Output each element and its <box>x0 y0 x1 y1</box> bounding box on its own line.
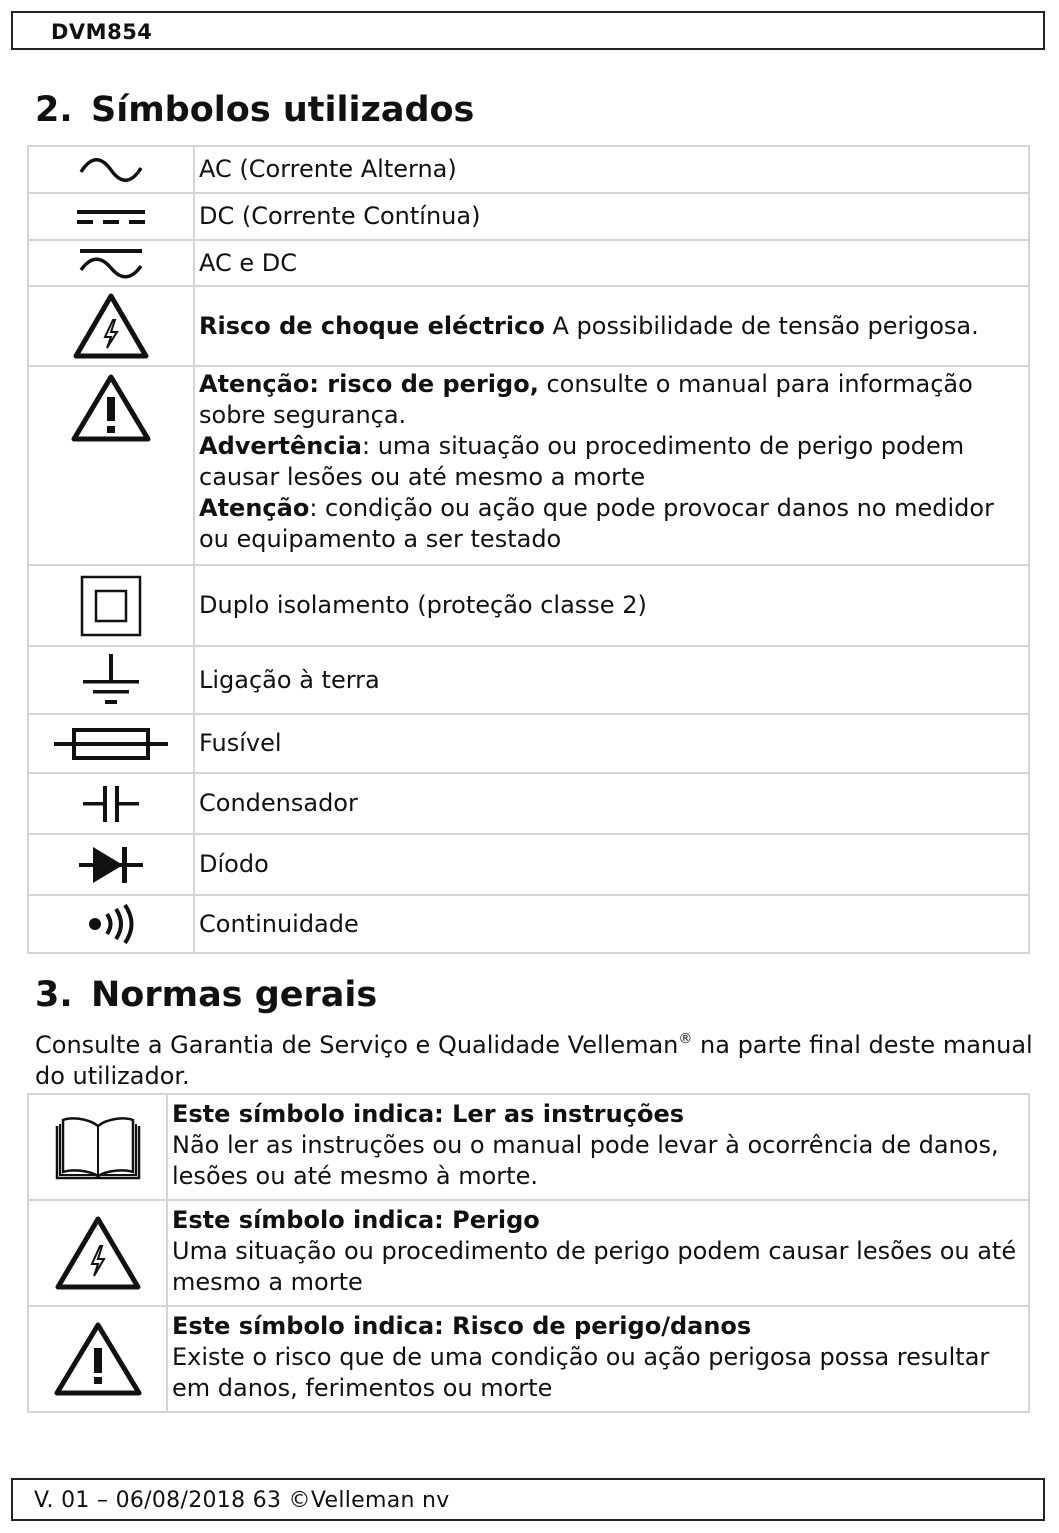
intro-text: Consulte a Garantia de Serviço e Qualidade Velleman <box>35 1031 679 1059</box>
symbol-description: AC (Corrente Alterna) <box>194 146 1029 193</box>
table-row <box>28 366 1029 565</box>
table-row <box>28 1306 1029 1412</box>
table-row <box>28 895 1029 953</box>
fuse-icon <box>54 726 168 762</box>
electric-shock-warning-icon <box>73 292 149 360</box>
section-title-text: Normas gerais <box>91 975 378 1015</box>
rule-title: Este símbolo indica: Risco de perigo/danos <box>172 1312 752 1340</box>
symbol-bold-label: Atenção: risco de perigo, <box>199 370 539 398</box>
table-row <box>28 565 1029 646</box>
section-number: 2. <box>35 90 73 130</box>
page-footer <box>11 1478 1045 1521</box>
model-label: DVM854 <box>51 20 153 44</box>
risk-damage-icon <box>53 1320 143 1398</box>
rule-title: Este símbolo indica: Perigo <box>172 1206 540 1234</box>
ground-icon <box>80 652 142 708</box>
symbol-description: Continuidade <box>194 895 1029 953</box>
table-row <box>28 714 1029 773</box>
rule-description <box>167 1200 1029 1306</box>
symbol-description: Condensador <box>194 773 1029 834</box>
table-row <box>28 1094 1029 1200</box>
caution-triangle-icon <box>71 373 151 443</box>
continuity-icon <box>86 904 136 944</box>
section-title-text: Símbolos utilizados <box>91 90 475 130</box>
symbol-description: Duplo isolamento (proteção classe 2) <box>194 565 1029 646</box>
table-row <box>28 1200 1029 1306</box>
general-rules-table <box>27 1093 1030 1413</box>
table-row <box>28 773 1029 834</box>
registered-mark: ® <box>678 1031 693 1047</box>
symbol-description: AC e DC <box>194 240 1029 286</box>
symbol-text: consulte o manual para informação sobre segurança. <box>199 370 973 429</box>
symbol-bold-label: Advertência <box>199 432 362 460</box>
symbol-bold-label: Risco de choque eléctrico <box>199 311 545 340</box>
table-row <box>28 240 1029 286</box>
danger-shock-icon <box>54 1214 142 1292</box>
table-row <box>28 286 1029 366</box>
footer-text: V. 01 – 06/08/2018 63 ©Velleman nv <box>34 1488 450 1513</box>
table-row <box>28 646 1029 714</box>
intro-text-end: na parte final deste manual do utilizador. <box>35 1031 1033 1090</box>
dc-icon <box>76 205 146 229</box>
rule-description <box>167 1094 1029 1200</box>
symbol-text: : uma situação ou procedimento de perigo podem causar lesões ou até mesmo a morte <box>199 432 965 491</box>
rule-text: Existe o risco que de uma condição ou ação perigosa possa resultar em danos, ferimentos ou morte <box>172 1343 990 1402</box>
symbol-text: A possibilidade de tensão perigosa. <box>544 311 979 340</box>
capacitor-icon <box>83 784 139 824</box>
symbol-description: DC (Corrente Contínua) <box>194 193 1029 240</box>
symbol-text: : condição ou ação que pode provocar danos no medidor ou equipamento a ser testado <box>199 494 994 553</box>
symbol-description <box>194 286 1029 366</box>
symbols-table <box>27 145 1030 954</box>
symbol-description: Ligação à terra <box>194 646 1029 714</box>
general-rules-intro <box>35 1030 1035 1092</box>
read-manual-book-icon <box>55 1112 141 1182</box>
diode-icon <box>79 843 143 887</box>
rule-text: Não ler as instruções ou o manual pode levar à ocorrência de danos, lesões ou até mesmo à morte. <box>172 1131 999 1190</box>
double-insulation-icon <box>80 575 142 637</box>
rule-text: Uma situação ou procedimento de perigo podem causar lesões ou até mesmo a morte <box>172 1237 1017 1296</box>
ac-sine-icon <box>79 158 143 182</box>
symbol-bold-label: Atenção <box>199 494 310 522</box>
rule-description <box>167 1306 1029 1412</box>
table-row <box>28 193 1029 240</box>
table-row <box>28 146 1029 193</box>
section-number: 3. <box>35 975 73 1015</box>
page-header <box>11 11 1045 50</box>
section-3-title <box>35 975 377 1015</box>
rule-title: Este símbolo indica: Ler as instruções <box>172 1100 685 1128</box>
ac-dc-icon <box>78 246 144 280</box>
symbol-description <box>194 366 1029 565</box>
section-2-title <box>35 90 474 130</box>
table-row <box>28 834 1029 895</box>
symbol-description: Fusível <box>194 714 1029 773</box>
symbol-description: Díodo <box>194 834 1029 895</box>
